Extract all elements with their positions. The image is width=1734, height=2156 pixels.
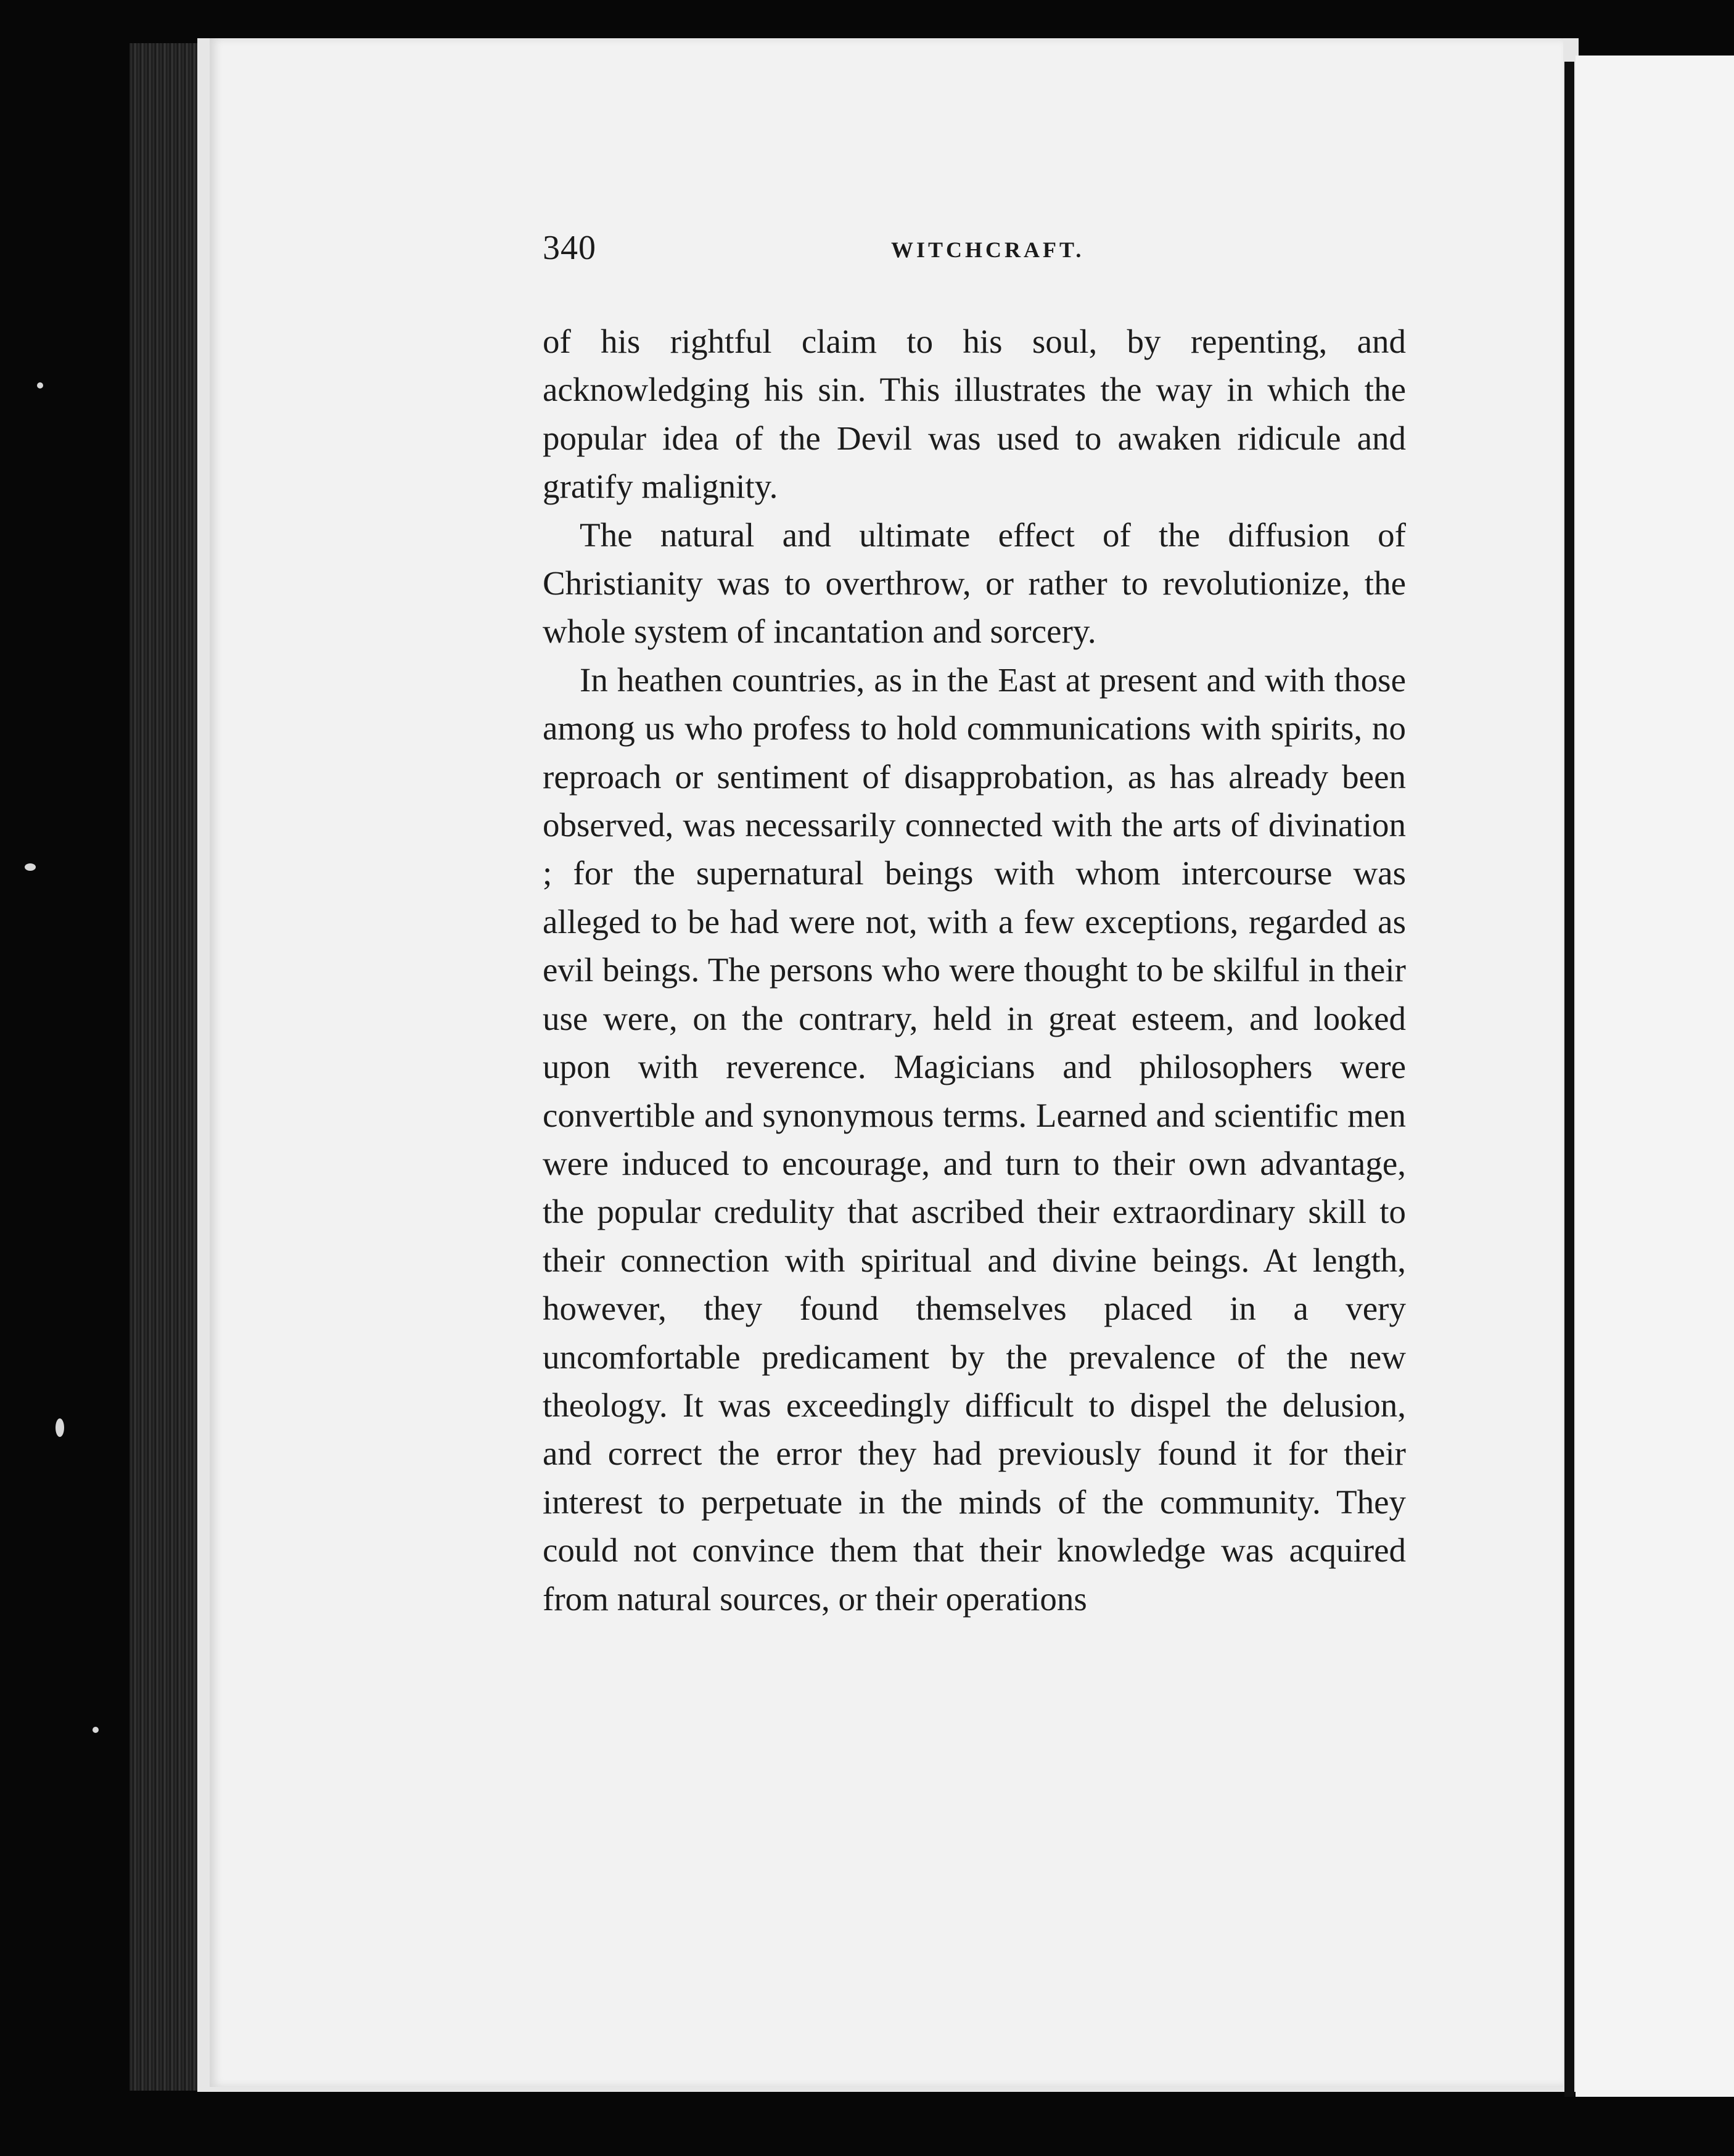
dust-speck [55,1418,64,1437]
dust-speck [25,863,36,871]
dust-speck [92,1727,99,1733]
running-head: WITCHCRAFT. [891,237,1085,262]
facing-page-edge [1576,56,1734,2097]
page-header [543,228,1406,284]
book-gutter [1564,62,1574,2097]
book-page-edges [129,43,200,2091]
page-number: 340 [543,229,596,267]
body-text [543,318,1406,1623]
paragraph: The natural and ultimate effect of the diffusion of Christianity was to overthrow, or rather to revolutionize, the whole system of incantation and sorcery. [543,516,1406,651]
dust-speck [37,382,43,389]
paragraph: of his rightful claim to his soul, by repenting, and acknowledging his sin. This illustrates the way in which the popular idea of the Devil was used to awaken ridicule and gratify malignity. [543,323,1406,506]
paragraph: In heathen countries, as in the East at present and with those among us who profess to hold communications with spirits, no reproach or sentiment of disapprobation, as has already been observed, was necessarily connected with the arts of divination ; for the supernatural beings with whom intercourse was alleged to be had were not, with a few exceptions, regarded as evil beings. The persons who were thought to be skilful in their use were, on the contrary, held in great esteem, and looked upon with reverence. Magicians and philosophers were convertible and synonymous terms. Learned and scientific men were induced to encourage, and turn to their own advantage, the popular credulity that ascribed their extraordinary skill to their connection with spiritual and divine beings. At length, however, they found themselves placed in a very uncomfortable predicament by the prevalence of the new theology. It was exceedingly difficult to dispel the delusion, and correct the error they had previously found it for their interest to perpetuate in the minds of the community. They could not convince them that their knowledge was acquired from natural sources, or their operations [543,660,1406,1618]
